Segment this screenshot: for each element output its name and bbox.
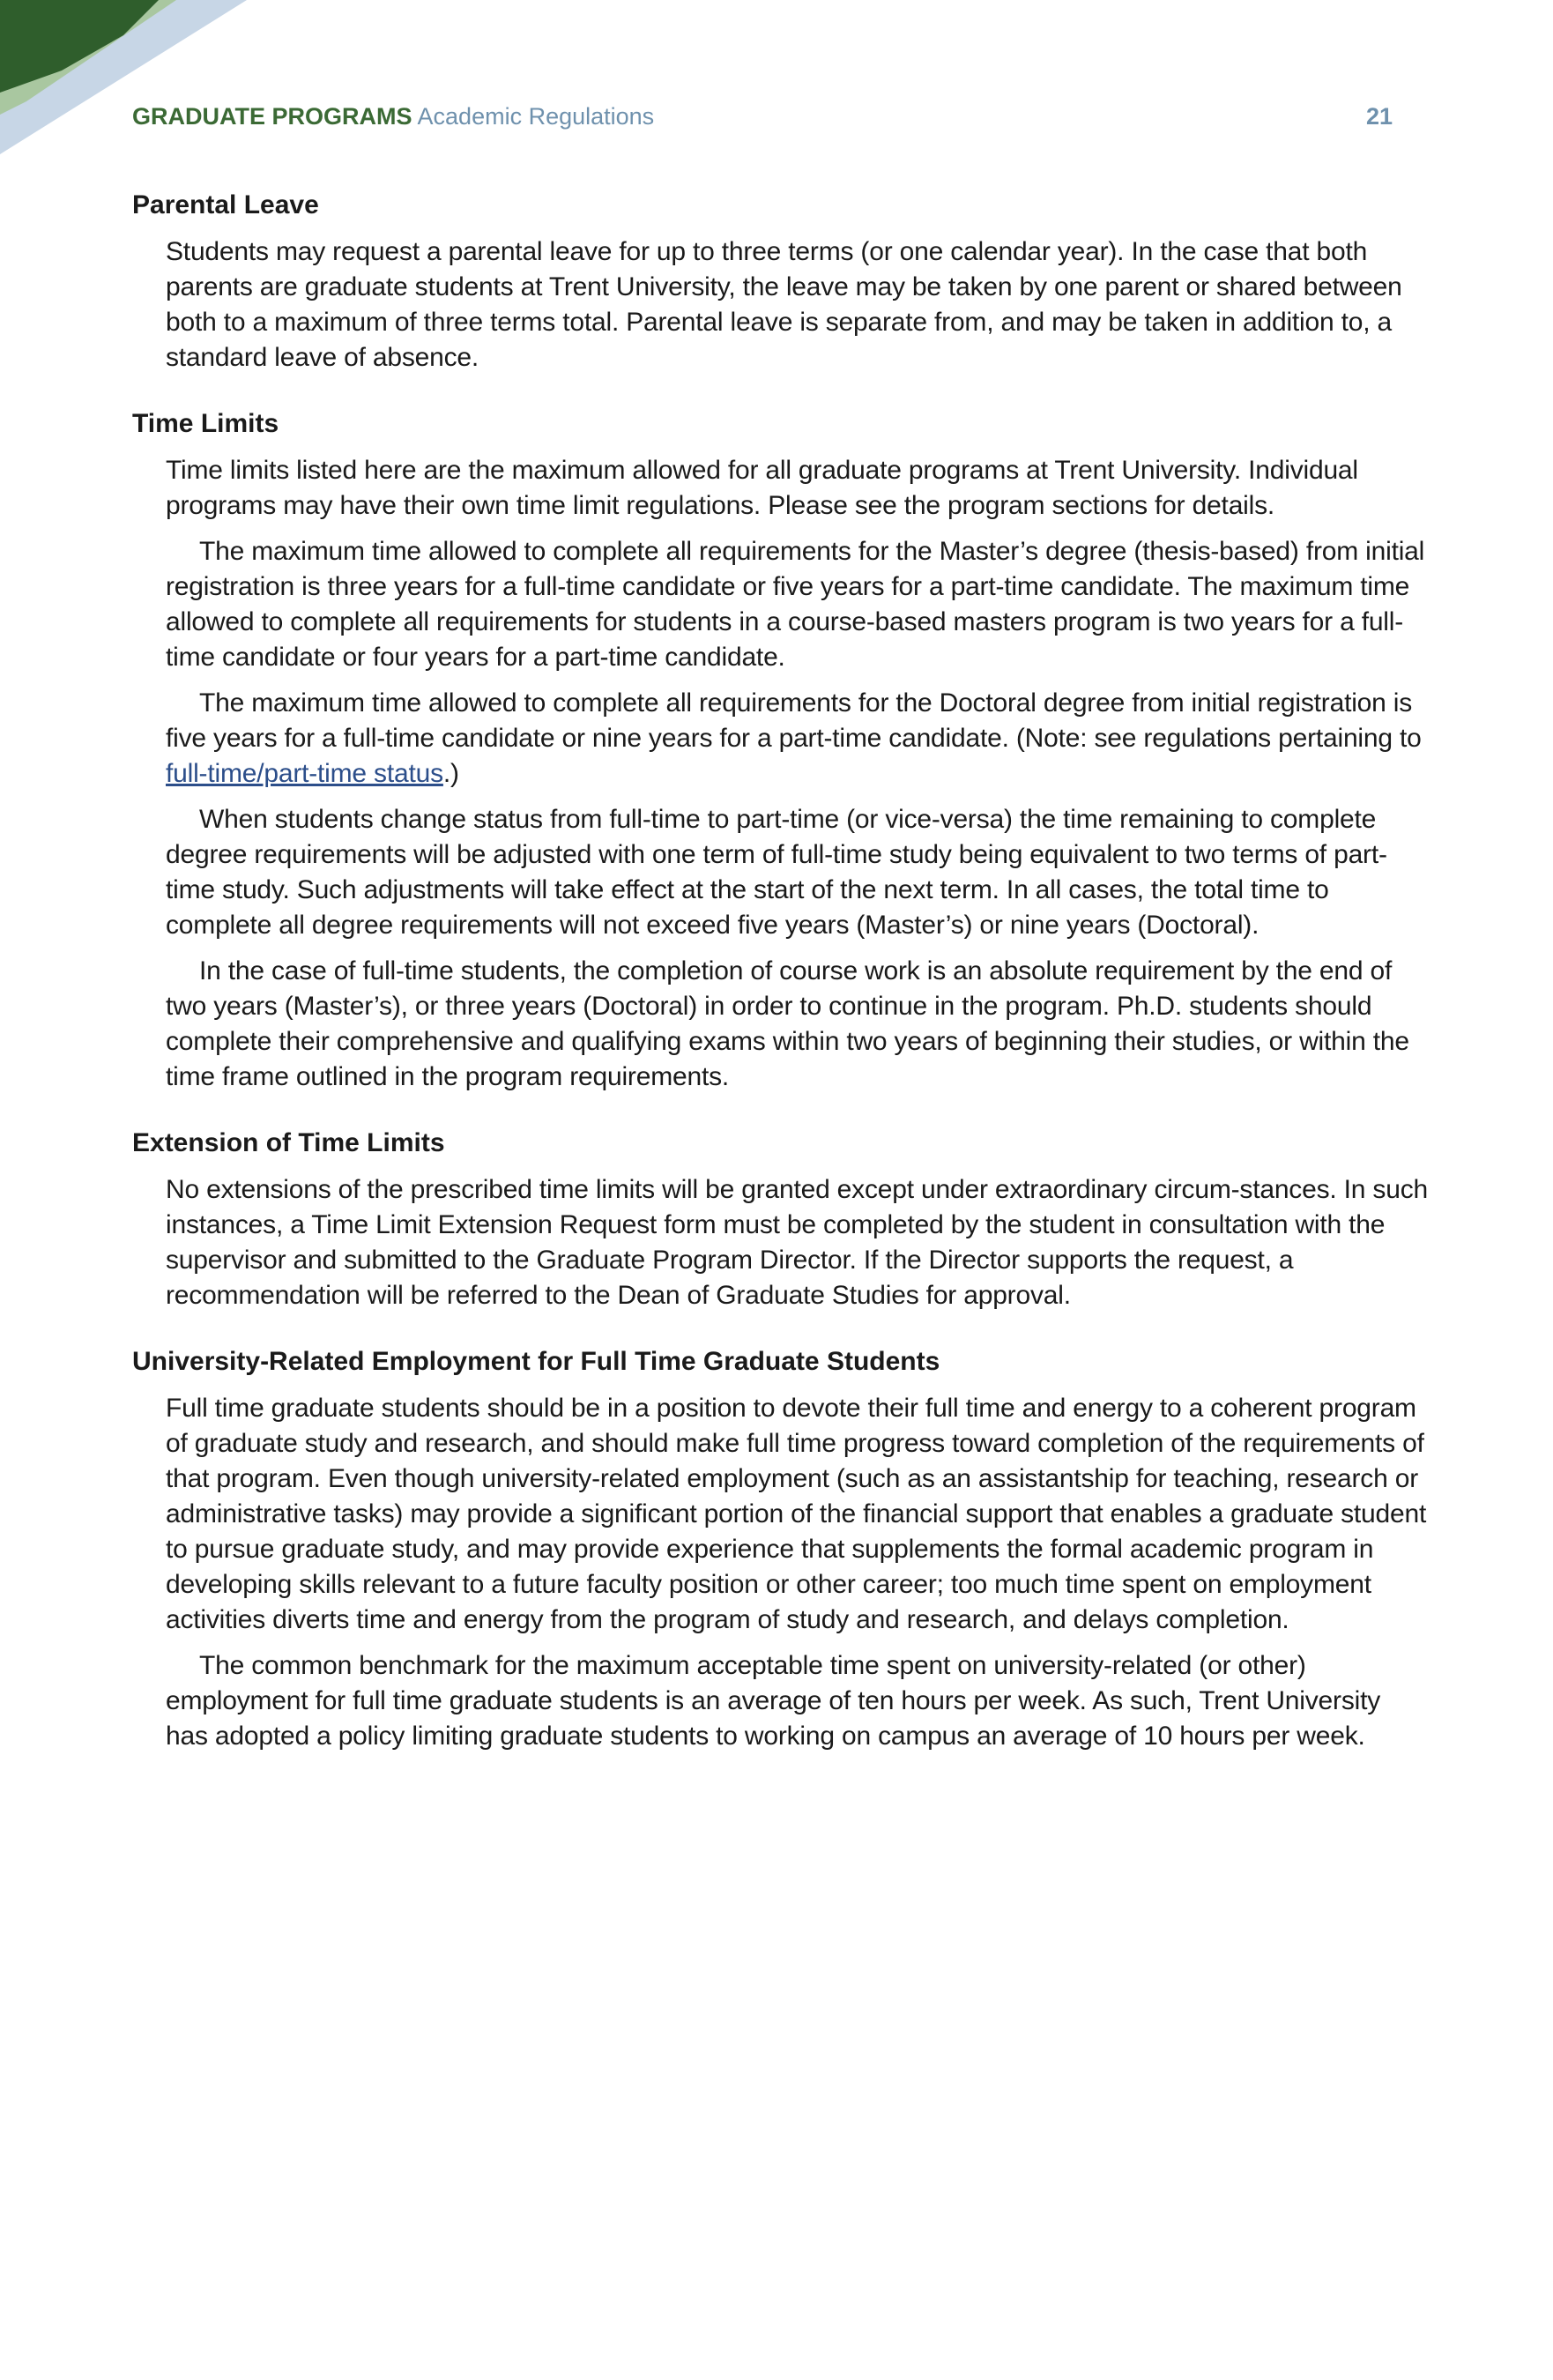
- section-heading: Extension of Time Limits: [132, 1128, 445, 1157]
- paragraph-with-link: [166, 686, 1428, 792]
- section-extension-of-time-limits: [132, 1125, 1428, 1313]
- paragraph: The common benchmark for the maximum acceptable time spent on university-related (or other) employment for full time graduate students is an average of ten hours per week. As such, Trent University has adopted a policy limiting graduate students to working on campus an average of 10 hours per week.: [166, 1651, 1381, 1751]
- paragraph: No extensions of the prescribed time limits will be granted except under extraordinary circum-stances. In such instances, a Time Limit Extension Request form must be completed by the student in consultation with the supervisor and submitted to the Graduate Program Director. If the Director supports the request, a recommendation will be referred to the Dean of Graduate Studies for approval.: [166, 1175, 1428, 1310]
- section-university-employment: [132, 1343, 1428, 1754]
- running-header: [132, 99, 1393, 134]
- section-heading: Time Limits: [132, 409, 279, 438]
- page-content: [132, 187, 1428, 1784]
- paragraph: Time limits listed here are the maximum allowed for all graduate programs at Trent University. Individual programs may have their own time limit regulations. Please see the program sections for details.: [166, 456, 1358, 520]
- section-parental-leave: [132, 187, 1428, 376]
- section-heading: University-Related Employment for Full Time Graduate Students: [132, 1347, 940, 1376]
- paragraph: In the case of full-time students, the completion of course work is an absolute requirement by the end of two years (Master’s), or three years (Doctoral) in order to continue in the program. Ph.D. students should complete their comprehensive and qualifying exams within two years of beginning their studies, or within the time frame outlined in the program requirements.: [166, 956, 1409, 1091]
- paragraph: Students may request a parental leave for up to three terms (or one calendar year). In the case that both parents are graduate students at Trent University, the leave may be taken by one parent or shared between both to a maximum of three terms total. Parental leave is separate from, and may be taken in addition to, a standard leave of absence.: [166, 237, 1402, 372]
- section-time-limits: [132, 405, 1428, 1095]
- paragraph: Full time graduate students should be in a position to devote their full time and energy to a coherent program of graduate study and research, and should make full time progress toward completion of the requirements of that program. Even though university-related employment (such as an assistantship for teaching, research or administrative tasks) may provide a significant portion of the financial support that enables a graduate student to pursue graduate study, and may provide experience that supplements the formal academic program in developing skills relevant to a future faculty position or other career; too much time spent on employment activities diverts time and energy from the program of study and research, and delays completion.: [166, 1394, 1427, 1634]
- corner-decoration: [0, 0, 247, 159]
- page-number: 21: [1365, 103, 1393, 130]
- section-heading: Parental Leave: [132, 190, 319, 219]
- header-program: GRADUATE PROGRAMS: [132, 103, 412, 130]
- full-time-part-time-status-link[interactable]: full-time/part-time status: [166, 759, 443, 788]
- paragraph-text: The maximum time allowed to complete all requirements for the Doctoral degree from initial registration is five years for a full-time candidate or nine years for a part-time candidate. (Note: see regulations pertaining to: [166, 688, 1422, 753]
- paragraph: When students change status from full-time to part-time (or vice-versa) the time remaining to complete degree requirements will be adjusted with one term of full-time study being equivalent to two terms of part-time study. Such adjustments will take effect at the start of the next term. In all cases, the total time to complete all degree requirements will not exceed five years (Master’s) or nine years (Doctoral).: [166, 805, 1387, 940]
- paragraph-text: .): [442, 759, 459, 788]
- header-section: Academic Regulations: [417, 103, 655, 130]
- paragraph: The maximum time allowed to complete all requirements for the Master’s degree (thesis-based) from initial registration is three years for a full-time candidate or five years for a part-time candidate. The maximum time allowed to complete all requirements for students in a course-based masters program is two years for a full-time candidate or four years for a part-time candidate.: [166, 537, 1425, 672]
